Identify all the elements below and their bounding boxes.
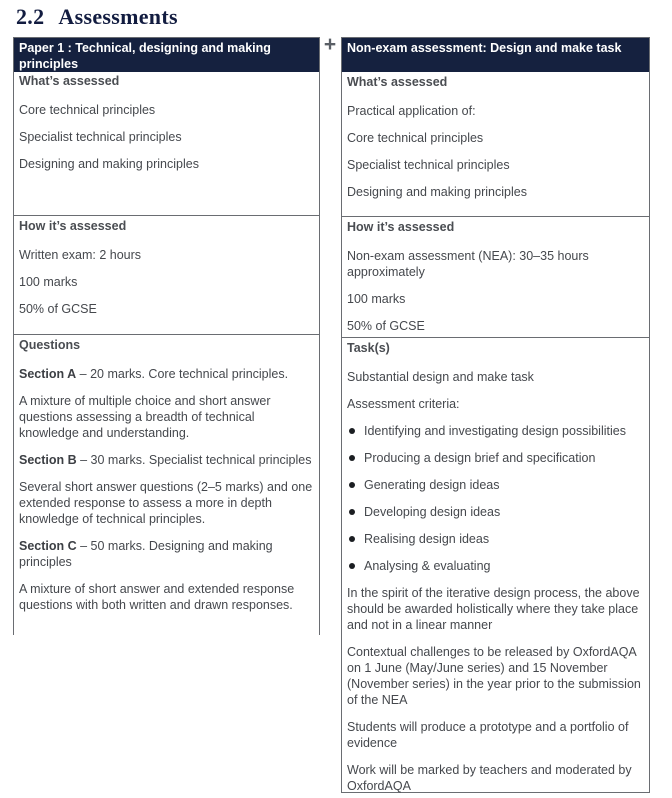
criteria-item [342, 504, 649, 520]
section-number: 2.2 [16, 4, 45, 29]
nea-how-item: 50% of GCSE [347, 319, 425, 333]
page-heading [16, 4, 178, 30]
paper1-assessed-item: Core technical principles [19, 103, 156, 117]
section-c-desc: A mixture of short answer and extended response questions with both written and drawn responses. [19, 582, 295, 612]
section-b-desc: Several short answer questions (2–5 marks) and one extended response to assess a more in depth knowledge of technical principles. [19, 480, 313, 526]
section-c-line [14, 538, 319, 570]
bullet-icon [349, 536, 355, 542]
bullet-icon [349, 563, 355, 569]
section-b-label: Section B [19, 453, 77, 467]
paper1-whats-assessed [14, 72, 319, 216]
section-c-label: Section C [19, 539, 77, 553]
nea-paragraph: Work will be marked by teachers and moderated by OxfordAQA [347, 763, 632, 793]
section-c-text: – 50 marks. Designing and making principles [19, 539, 273, 569]
paper1-questions-title: Questions [19, 338, 81, 352]
nea-whats-assessed-title: What’s assessed [347, 75, 448, 89]
paper1-how-item: 100 marks [19, 275, 78, 289]
paper1-questions [13, 335, 320, 635]
criteria-text: Realising design ideas [364, 532, 490, 546]
nea-assessed-item: Designing and making principles [347, 185, 527, 199]
nea-assessed-item: Practical application of: [347, 104, 476, 118]
nea-how-item: 100 marks [347, 292, 406, 306]
bullet-icon [349, 509, 355, 515]
nea-paragraph: Contextual challenges to be released by OxfordAQA on 1 June (May/June series) and 15 November (November series) in the year prior to the submission of the NEA [347, 645, 641, 707]
nea-how-item: Non-exam assessment (NEA): 30–35 hours approximately [347, 249, 589, 279]
nea-tasks [342, 339, 649, 794]
criteria-text: Producing a design brief and specification [364, 451, 596, 465]
paper1-how-assessed-title: How it’s assessed [19, 219, 127, 233]
section-a-text: – 20 marks. Core technical principles. [76, 367, 289, 381]
nea-header: Non-exam assessment: Design and make task [342, 38, 649, 72]
nea-how-assessed-title: How it’s assessed [347, 220, 455, 234]
nea-paragraph: In the spirit of the iterative design process, the above should be awarded holistically where they take place and not in a linear manner [347, 586, 640, 632]
paper1-how-item: 50% of GCSE [19, 302, 97, 316]
criteria-text: Analysing & evaluating [364, 559, 491, 573]
nea-how-assessed [342, 218, 649, 338]
section-b-text: – 30 marks. Specialist technical principles [76, 453, 312, 467]
paper1-panel [13, 37, 320, 335]
criteria-item [342, 450, 649, 466]
bullet-icon [349, 482, 355, 488]
paper1-assessed-item: Designing and making principles [19, 157, 199, 171]
paper1-header: Paper 1 : Technical, designing and making principles [14, 38, 319, 72]
criteria-text: Identifying and investigating design possibilities [364, 424, 626, 438]
criteria-item [342, 477, 649, 493]
section-b-line [14, 452, 319, 468]
criteria-item [342, 558, 649, 574]
bullet-icon [349, 455, 355, 461]
nea-tasks-title: Task(s) [347, 341, 390, 355]
criteria-item [342, 531, 649, 547]
section-a-desc: A mixture of multiple choice and short answer questions assessing a breadth of technical knowledge and understanding. [19, 394, 271, 440]
paper1-how-assessed [14, 217, 319, 335]
nea-whats-assessed [342, 73, 649, 217]
nea-panel [341, 37, 650, 793]
nea-assessed-item: Specialist technical principles [347, 158, 510, 172]
paper1-assessed-item: Specialist technical principles [19, 130, 182, 144]
nea-paragraph: Students will produce a prototype and a portfolio of evidence [347, 720, 629, 750]
nea-task-intro: Substantial design and make task [347, 370, 534, 384]
section-title: Assessments [58, 4, 178, 29]
criteria-item [342, 423, 649, 439]
section-a-line [14, 366, 319, 382]
criteria-text: Generating design ideas [364, 478, 500, 492]
bullet-icon [349, 428, 355, 434]
paper1-how-item: Written exam: 2 hours [19, 248, 142, 262]
criteria-text: Developing design ideas [364, 505, 501, 519]
nea-criteria-label: Assessment criteria: [347, 397, 460, 411]
section-a-label: Section A [19, 367, 77, 381]
nea-assessed-item: Core technical principles [347, 131, 484, 145]
plus-icon: + [323, 33, 337, 56]
paper1-whats-assessed-title: What’s assessed [19, 74, 120, 88]
